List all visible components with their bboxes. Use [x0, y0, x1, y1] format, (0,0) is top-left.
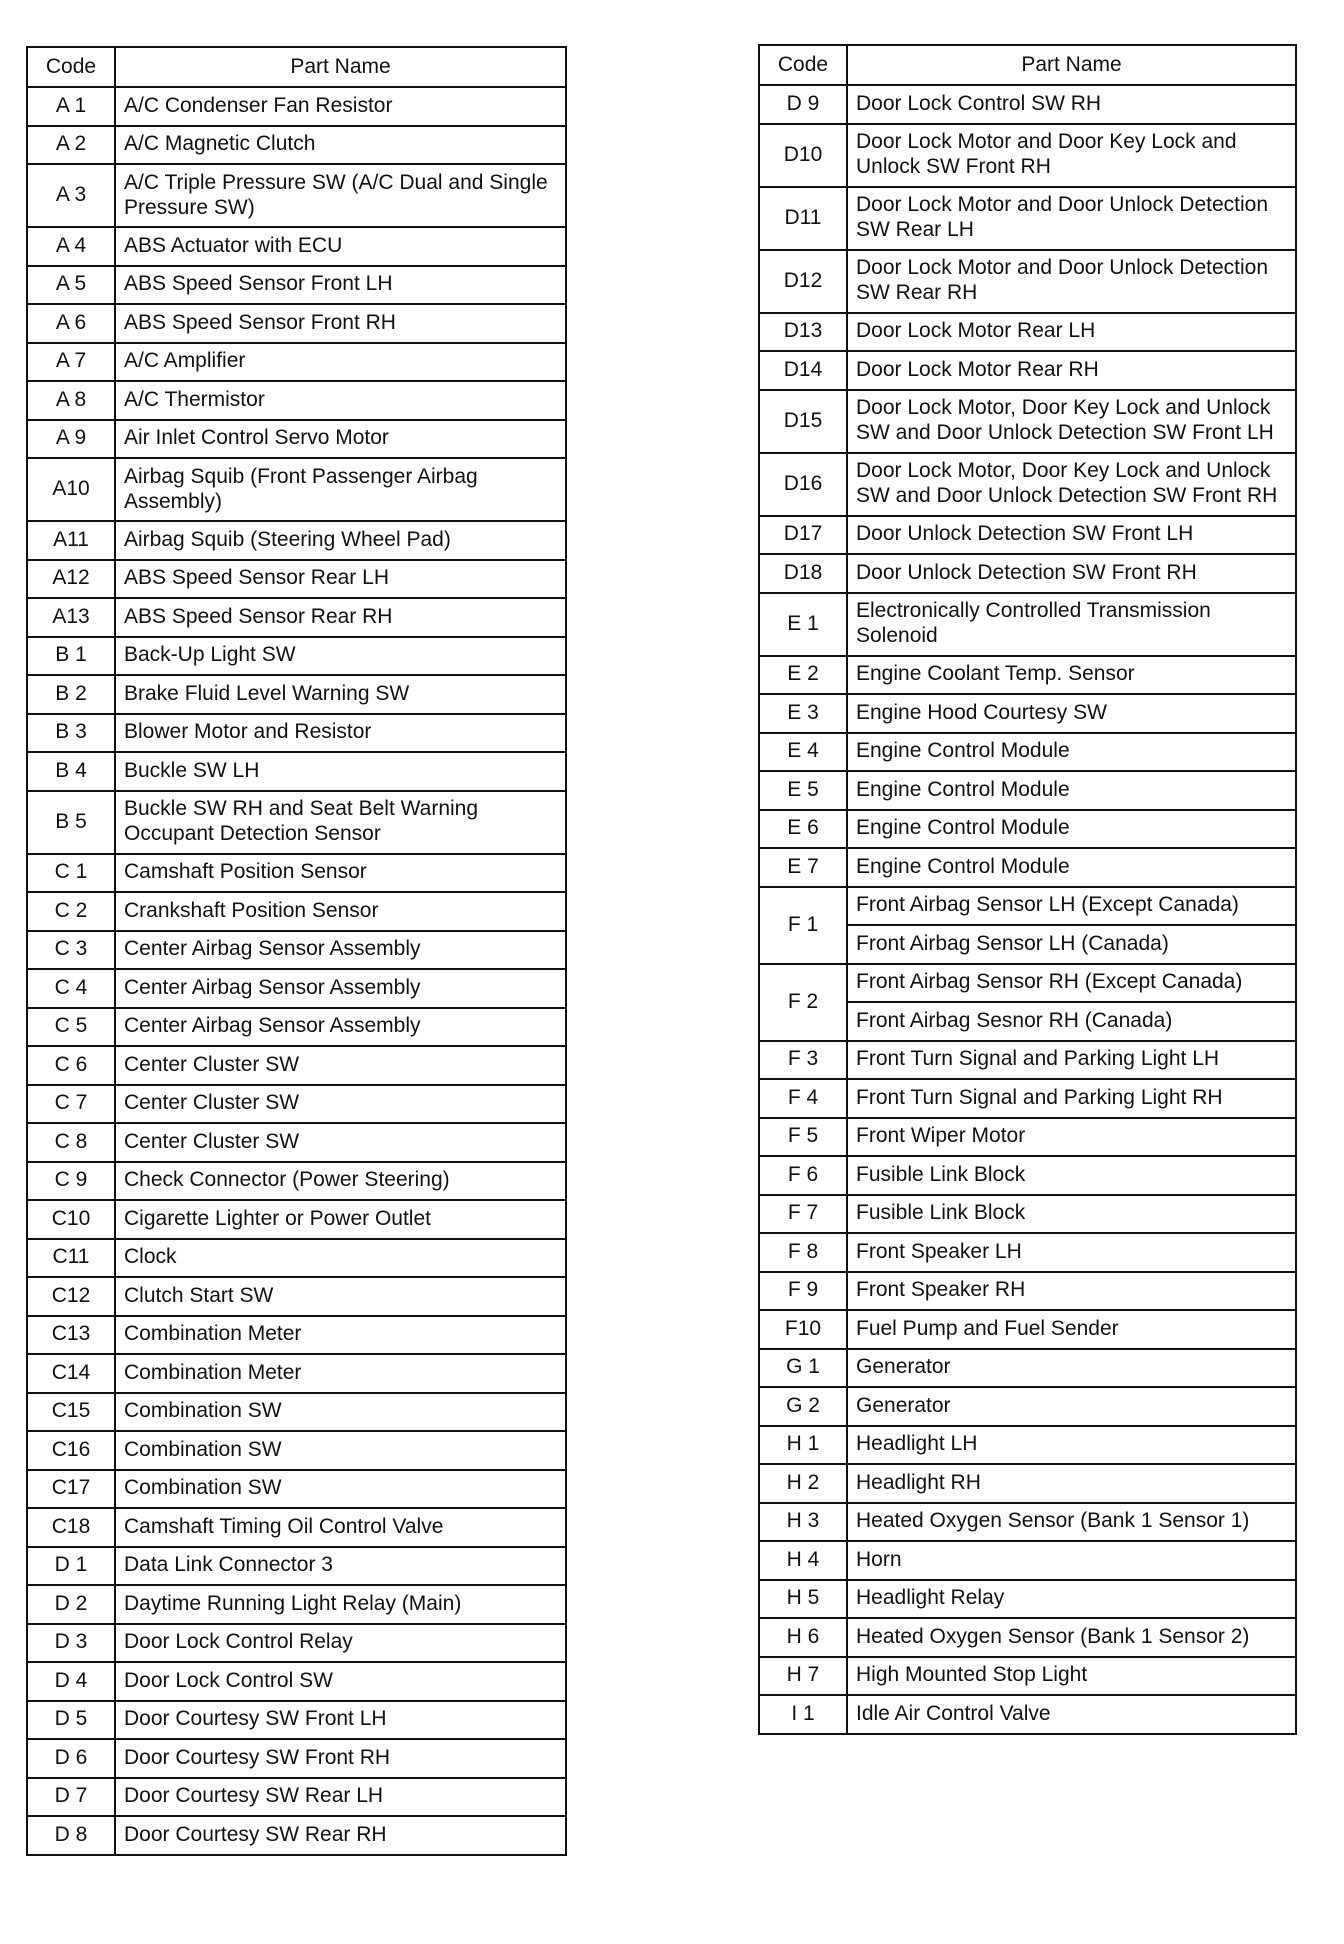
part-name: ABS Actuator with ECU	[115, 227, 566, 266]
table-row	[27, 521, 566, 560]
part-code: A 4	[27, 227, 115, 266]
part-code: A10	[27, 458, 115, 521]
part-code: C12	[27, 1277, 115, 1316]
table-row	[27, 266, 566, 305]
part-name: Idle Air Control Valve	[847, 1695, 1296, 1734]
part-code: E 6	[759, 810, 847, 849]
table-row	[27, 1739, 566, 1778]
part-name-header: Part Name	[115, 47, 566, 87]
table-row	[759, 1541, 1296, 1580]
table-row	[27, 892, 566, 931]
part-name: Clutch Start SW	[115, 1277, 566, 1316]
part-code: D15	[759, 390, 847, 453]
part-name: Door Lock Motor, Door Key Lock and Unlock SW and Door Unlock Detection SW Front LH	[847, 390, 1296, 453]
table-row	[27, 598, 566, 637]
table-row	[27, 714, 566, 753]
table-row	[759, 1387, 1296, 1426]
part-code: D13	[759, 313, 847, 352]
part-name: Engine Control Module	[847, 771, 1296, 810]
table-row	[759, 1041, 1296, 1080]
table-row	[759, 1079, 1296, 1118]
part-code: H 6	[759, 1618, 847, 1657]
part-name: A/C Thermistor	[115, 381, 566, 420]
table-row	[759, 1503, 1296, 1542]
part-name: Headlight Relay	[847, 1580, 1296, 1619]
part-code: A12	[27, 560, 115, 599]
table-row	[27, 1008, 566, 1047]
part-code: A11	[27, 521, 115, 560]
table-row	[27, 1200, 566, 1239]
part-name: Engine Control Module	[847, 733, 1296, 772]
parts-table-left	[26, 46, 567, 1856]
part-code: C11	[27, 1239, 115, 1278]
part-code: F 1	[759, 887, 847, 964]
part-code: F 3	[759, 1041, 847, 1080]
table-row	[27, 1277, 566, 1316]
part-name: Combination Meter	[115, 1354, 566, 1393]
part-code: H 5	[759, 1580, 847, 1619]
part-code: H 3	[759, 1503, 847, 1542]
part-code: I 1	[759, 1695, 847, 1734]
table-row	[27, 227, 566, 266]
part-code: A 8	[27, 381, 115, 420]
part-name: Door Courtesy SW Rear LH	[115, 1778, 566, 1817]
table-row	[27, 752, 566, 791]
table-row	[759, 1580, 1296, 1619]
part-code: G 2	[759, 1387, 847, 1426]
part-name: Door Lock Motor, Door Key Lock and Unlock SW and Door Unlock Detection SW Front RH	[847, 453, 1296, 516]
table-row	[27, 1701, 566, 1740]
part-name: Air Inlet Control Servo Motor	[115, 420, 566, 459]
part-code: B 5	[27, 791, 115, 854]
part-code: H 4	[759, 1541, 847, 1580]
part-code: D17	[759, 516, 847, 555]
part-code: E 2	[759, 656, 847, 695]
part-name: Fuel Pump and Fuel Sender	[847, 1310, 1296, 1349]
code-header: Code	[27, 47, 115, 87]
table-row	[759, 1156, 1296, 1195]
part-name: Front Airbag Sensor LH (Except Canada)	[847, 887, 1296, 926]
part-code: D 7	[27, 1778, 115, 1817]
part-name: Front Turn Signal and Parking Light RH	[847, 1079, 1296, 1118]
part-code: B 3	[27, 714, 115, 753]
part-code: D 3	[27, 1624, 115, 1663]
part-code: C16	[27, 1431, 115, 1470]
part-name: Generator	[847, 1387, 1296, 1426]
table-row	[759, 453, 1296, 516]
part-code: A 3	[27, 164, 115, 227]
part-code: C 6	[27, 1046, 115, 1085]
part-code: F10	[759, 1310, 847, 1349]
part-code: G 1	[759, 1349, 847, 1388]
part-code: H 7	[759, 1657, 847, 1696]
table-row	[759, 887, 1296, 926]
table-row	[759, 1272, 1296, 1311]
part-name: Airbag Squib (Steering Wheel Pad)	[115, 521, 566, 560]
table-row	[27, 791, 566, 854]
part-name: Heated Oxygen Sensor (Bank 1 Sensor 2)	[847, 1618, 1296, 1657]
table-row	[759, 85, 1296, 124]
table-row	[759, 1310, 1296, 1349]
part-name: Center Cluster SW	[115, 1085, 566, 1124]
part-name: Combination Meter	[115, 1316, 566, 1355]
table-row	[759, 656, 1296, 695]
part-name: Brake Fluid Level Warning SW	[115, 675, 566, 714]
part-code: D12	[759, 250, 847, 313]
table-row	[27, 1316, 566, 1355]
part-name: Airbag Squib (Front Passenger Airbag Assembly)	[115, 458, 566, 521]
part-code: C17	[27, 1470, 115, 1509]
part-name: Engine Control Module	[847, 810, 1296, 849]
part-name: Door Lock Control SW	[115, 1662, 566, 1701]
part-code: D 8	[27, 1816, 115, 1855]
table-row	[27, 1239, 566, 1278]
part-code: C 9	[27, 1162, 115, 1201]
part-name: Camshaft Timing Oil Control Valve	[115, 1508, 566, 1547]
part-name: Door Lock Control SW RH	[847, 85, 1296, 124]
part-name: Front Wiper Motor	[847, 1118, 1296, 1157]
part-name: Engine Control Module	[847, 848, 1296, 887]
table-row	[27, 637, 566, 676]
part-name: Fusible Link Block	[847, 1156, 1296, 1195]
part-name: Door Lock Motor and Door Key Lock and Unlock SW Front RH	[847, 124, 1296, 187]
part-code: A 5	[27, 266, 115, 305]
part-name: Heated Oxygen Sensor (Bank 1 Sensor 1)	[847, 1503, 1296, 1542]
table-row	[27, 1624, 566, 1663]
table-row	[759, 964, 1296, 1003]
table-row	[27, 1662, 566, 1701]
table-row	[27, 675, 566, 714]
part-name: Engine Coolant Temp. Sensor	[847, 656, 1296, 695]
part-code: F 4	[759, 1079, 847, 1118]
part-code: D14	[759, 351, 847, 390]
part-name: Daytime Running Light Relay (Main)	[115, 1585, 566, 1624]
part-code: C18	[27, 1508, 115, 1547]
table-row	[759, 124, 1296, 187]
table-row	[27, 560, 566, 599]
table-row	[27, 1354, 566, 1393]
table-row	[27, 1431, 566, 1470]
part-name: ABS Speed Sensor Rear RH	[115, 598, 566, 637]
part-code: D 2	[27, 1585, 115, 1624]
table-row	[27, 1085, 566, 1124]
table-row	[759, 1195, 1296, 1234]
part-code: A 2	[27, 126, 115, 165]
table-row	[27, 420, 566, 459]
part-code: D 4	[27, 1662, 115, 1701]
part-code: D11	[759, 187, 847, 250]
part-code: C 1	[27, 854, 115, 893]
part-code: C 4	[27, 969, 115, 1008]
part-name: ABS Speed Sensor Front RH	[115, 304, 566, 343]
part-code: E 7	[759, 848, 847, 887]
part-name: Door Lock Motor Rear LH	[847, 313, 1296, 352]
part-name: A/C Condenser Fan Resistor	[115, 87, 566, 126]
part-name: Crankshaft Position Sensor	[115, 892, 566, 931]
table-row	[759, 810, 1296, 849]
part-name: Combination SW	[115, 1431, 566, 1470]
part-code: D 1	[27, 1547, 115, 1586]
part-code: C14	[27, 1354, 115, 1393]
table-row	[27, 1508, 566, 1547]
table-row	[27, 969, 566, 1008]
table-row	[759, 516, 1296, 555]
table-row	[759, 593, 1296, 656]
part-name: Center Airbag Sensor Assembly	[115, 1008, 566, 1047]
table-row	[759, 1657, 1296, 1696]
part-code: F 5	[759, 1118, 847, 1157]
table-row	[759, 1349, 1296, 1388]
part-name: Front Airbag Sesnor RH (Canada)	[847, 1002, 1296, 1041]
part-name: Data Link Connector 3	[115, 1547, 566, 1586]
part-name: Door Courtesy SW Front RH	[115, 1739, 566, 1778]
part-code: E 3	[759, 694, 847, 733]
part-code: B 1	[27, 637, 115, 676]
table-row	[759, 1464, 1296, 1503]
header-row	[759, 45, 1296, 85]
part-code: E 4	[759, 733, 847, 772]
part-code: B 4	[27, 752, 115, 791]
table-row	[27, 1123, 566, 1162]
part-code: D18	[759, 554, 847, 593]
part-name: Horn	[847, 1541, 1296, 1580]
part-name: Back-Up Light SW	[115, 637, 566, 676]
part-name: Door Lock Motor and Door Unlock Detection SW Rear LH	[847, 187, 1296, 250]
part-name: ABS Speed Sensor Rear LH	[115, 560, 566, 599]
table-row	[759, 250, 1296, 313]
table-row	[759, 1233, 1296, 1272]
part-code: D 9	[759, 85, 847, 124]
part-name: A/C Amplifier	[115, 343, 566, 382]
part-name: Front Turn Signal and Parking Light LH	[847, 1041, 1296, 1080]
part-name: Front Speaker LH	[847, 1233, 1296, 1272]
part-code: D 5	[27, 1701, 115, 1740]
table-row	[27, 126, 566, 165]
part-name: Door Courtesy SW Rear RH	[115, 1816, 566, 1855]
part-name: Center Cluster SW	[115, 1123, 566, 1162]
table-row	[27, 1393, 566, 1432]
part-code: F 2	[759, 964, 847, 1041]
part-name: Camshaft Position Sensor	[115, 854, 566, 893]
table-row	[759, 771, 1296, 810]
part-name: Center Cluster SW	[115, 1046, 566, 1085]
table-row	[759, 313, 1296, 352]
parts-table-right	[758, 44, 1297, 1735]
table-row	[759, 694, 1296, 733]
part-name: Headlight RH	[847, 1464, 1296, 1503]
part-name: Center Airbag Sensor Assembly	[115, 931, 566, 970]
part-code: C 3	[27, 931, 115, 970]
code-header: Code	[759, 45, 847, 85]
table-row	[759, 733, 1296, 772]
table-row	[759, 1618, 1296, 1657]
part-name: Generator	[847, 1349, 1296, 1388]
part-name: A/C Triple Pressure SW (A/C Dual and Single Pressure SW)	[115, 164, 566, 227]
table-row	[27, 1585, 566, 1624]
part-name: Buckle SW LH	[115, 752, 566, 791]
part-name: Center Airbag Sensor Assembly	[115, 969, 566, 1008]
part-name: Combination SW	[115, 1393, 566, 1432]
header-row	[27, 47, 566, 87]
part-name: A/C Magnetic Clutch	[115, 126, 566, 165]
part-name: Fusible Link Block	[847, 1195, 1296, 1234]
table-row	[27, 1470, 566, 1509]
part-name: Headlight LH	[847, 1426, 1296, 1465]
table-row	[759, 351, 1296, 390]
part-name: Door Lock Control Relay	[115, 1624, 566, 1663]
table-row	[759, 187, 1296, 250]
table-row	[27, 164, 566, 227]
part-code: C 2	[27, 892, 115, 931]
part-name: Clock	[115, 1239, 566, 1278]
part-code: F 8	[759, 1233, 847, 1272]
part-code: B 2	[27, 675, 115, 714]
table-row	[759, 848, 1296, 887]
table-row	[759, 1118, 1296, 1157]
part-code: H 2	[759, 1464, 847, 1503]
part-code: H 1	[759, 1426, 847, 1465]
table-row	[759, 1695, 1296, 1734]
part-code: A 6	[27, 304, 115, 343]
part-code: A 9	[27, 420, 115, 459]
table-row	[27, 1547, 566, 1586]
table-row	[759, 1426, 1296, 1465]
part-name: Front Airbag Sensor RH (Except Canada)	[847, 964, 1296, 1003]
part-name: Cigarette Lighter or Power Outlet	[115, 1200, 566, 1239]
table-row	[27, 931, 566, 970]
part-name-header: Part Name	[847, 45, 1296, 85]
part-name: Combination SW	[115, 1470, 566, 1509]
part-code: C13	[27, 1316, 115, 1355]
part-name: Blower Motor and Resistor	[115, 714, 566, 753]
part-name: Door Unlock Detection SW Front LH	[847, 516, 1296, 555]
part-code: F 9	[759, 1272, 847, 1311]
part-code: F 7	[759, 1195, 847, 1234]
part-code: C 5	[27, 1008, 115, 1047]
part-name: Buckle SW RH and Seat Belt Warning Occupant Detection Sensor	[115, 791, 566, 854]
part-code: D10	[759, 124, 847, 187]
part-code: D 6	[27, 1739, 115, 1778]
part-name: Door Lock Motor and Door Unlock Detection SW Rear RH	[847, 250, 1296, 313]
part-code: D16	[759, 453, 847, 516]
table-row	[27, 304, 566, 343]
part-name: Electronically Controlled Transmission Solenoid	[847, 593, 1296, 656]
part-name: Door Courtesy SW Front LH	[115, 1701, 566, 1740]
part-name: Door Unlock Detection SW Front RH	[847, 554, 1296, 593]
table-row	[27, 1046, 566, 1085]
part-code: E 5	[759, 771, 847, 810]
part-name: ABS Speed Sensor Front LH	[115, 266, 566, 305]
part-name: Front Airbag Sensor LH (Canada)	[847, 925, 1296, 964]
part-code: C10	[27, 1200, 115, 1239]
table-row	[27, 343, 566, 382]
table-row	[27, 854, 566, 893]
part-code: A 1	[27, 87, 115, 126]
part-name: High Mounted Stop Light	[847, 1657, 1296, 1696]
part-name: Check Connector (Power Steering)	[115, 1162, 566, 1201]
table-row	[759, 390, 1296, 453]
part-name: Door Lock Motor Rear RH	[847, 351, 1296, 390]
part-code: C 8	[27, 1123, 115, 1162]
table-row	[27, 1778, 566, 1817]
part-code: A 7	[27, 343, 115, 382]
part-name: Engine Hood Courtesy SW	[847, 694, 1296, 733]
table-row	[27, 381, 566, 420]
table-row	[27, 1816, 566, 1855]
part-code: C15	[27, 1393, 115, 1432]
table-row	[759, 554, 1296, 593]
part-code: E 1	[759, 593, 847, 656]
table-row	[27, 458, 566, 521]
table-row	[27, 87, 566, 126]
part-code: A13	[27, 598, 115, 637]
part-name: Front Speaker RH	[847, 1272, 1296, 1311]
part-code: C 7	[27, 1085, 115, 1124]
table-row	[27, 1162, 566, 1201]
part-code: F 6	[759, 1156, 847, 1195]
